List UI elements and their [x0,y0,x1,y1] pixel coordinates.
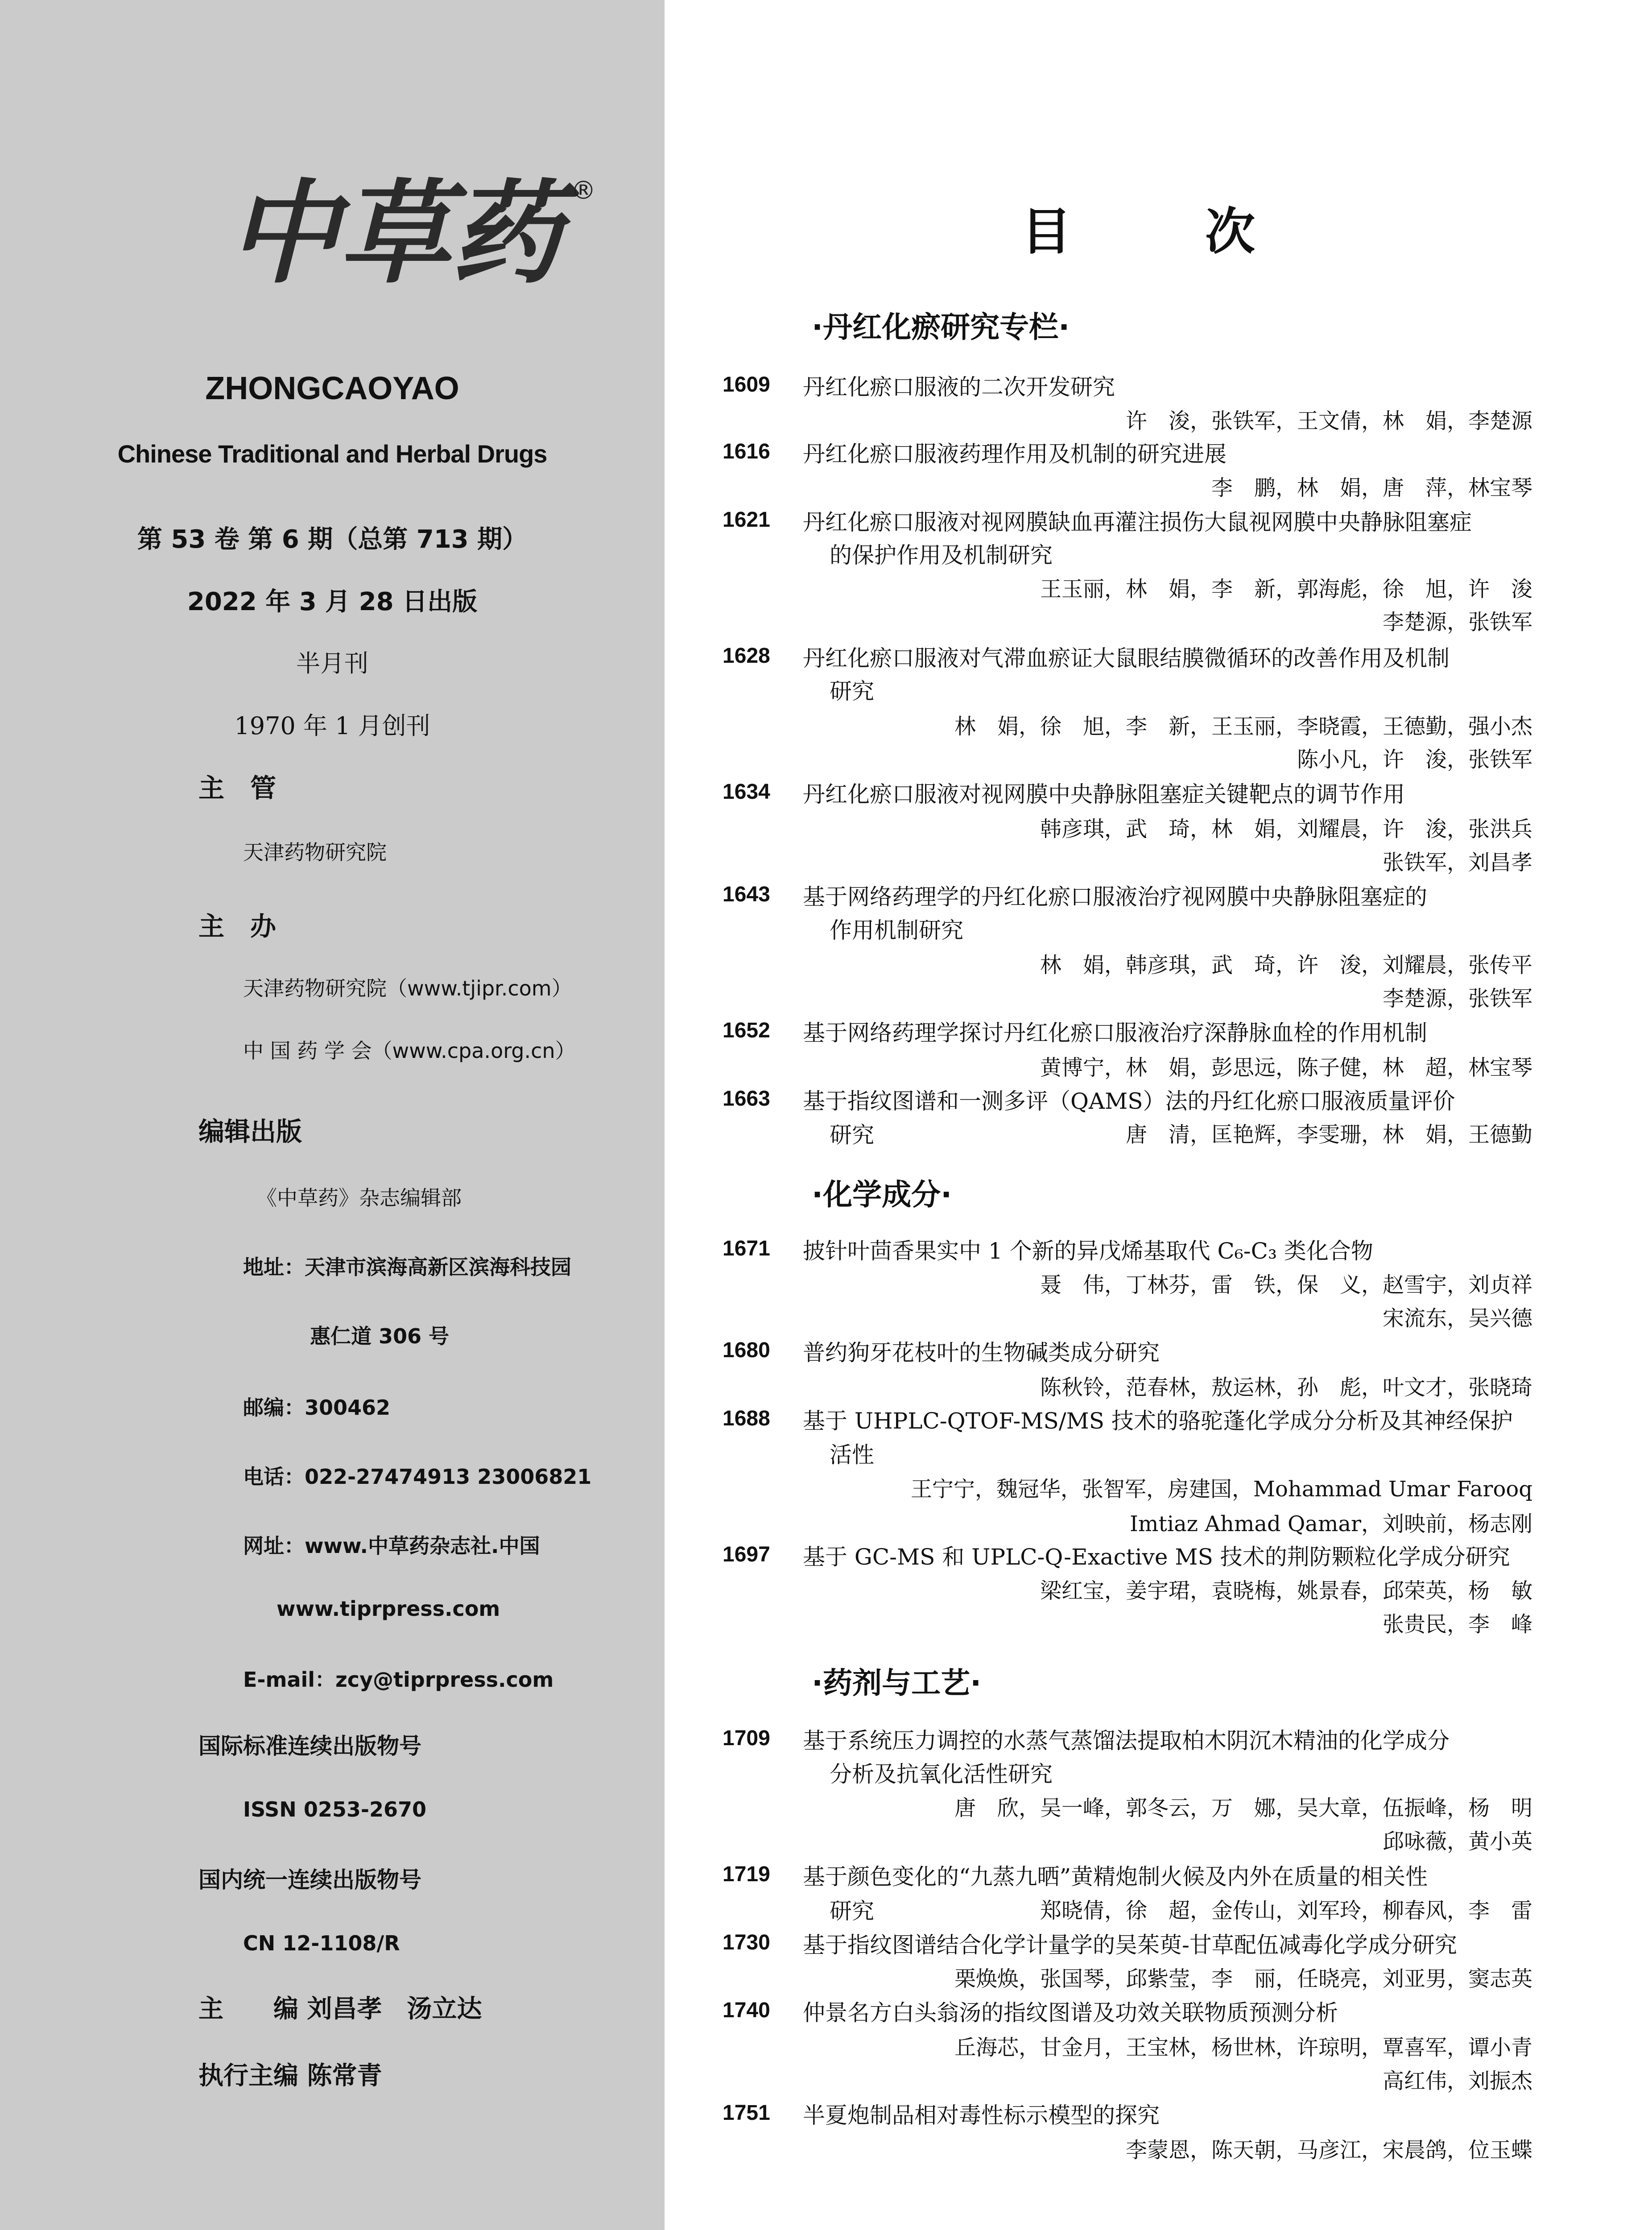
entry-title-cont: 作用机制研究 [830,917,963,943]
journal-logo [227,161,584,303]
entry-page: 1719 [723,1862,770,1886]
address-line-2: 惠仁道 306 号 [310,1324,450,1348]
entry-authors: 林 娟，韩彦琪，武 琦，许 浚，刘耀晨，张传平 [1040,953,1532,978]
sponsor-2: 中 国 药 学 会（www.cpa.org.cn） [243,1039,576,1063]
entry-title[interactable]: 基于网络药理学的丹红化瘀口服液治疗视网膜中央静脉阻塞症的 [803,884,1427,910]
entry-authors: 李蒙恩，陈天朝，马彦江，宋晨鸽，位玉蝶 [1125,2138,1532,2163]
email: E-mail：zcy@tiprpress.com [243,1668,554,1692]
entry-page: 1652 [723,1019,770,1042]
entry-authors: 郑晓倩，徐 超，金传山，刘军玲，柳春风，李 雷 [1040,1898,1532,1923]
pinyin-title: ZHONGCAOYAO [205,371,459,406]
entry-title[interactable]: 基于颜色变化的“九蒸九晒”黄精炮制火候及内外在质量的相关性 [803,1864,1428,1890]
website-2: www.tiprpress.com [277,1597,500,1621]
entry-authors: 韩彦琪，武 琦，林 娟，刘耀晨，许 浚，张洪兵 [1040,817,1532,842]
entry-title[interactable]: 基于 UHPLC-QTOF-MS/MS 技术的骆驼蓬化学成分分析及其神经保护 [803,1408,1513,1434]
toc-title [1021,192,1255,264]
entry-title[interactable]: 基于指纹图谱和一测多评（QAMS）法的丹红化瘀口服液质量评价 [803,1088,1455,1114]
section-heading-pharmaceutics: ·药剂与工艺· [812,1666,982,1700]
cn-number: CN 12-1108/R [243,1931,400,1955]
phone: 电话：022-27474913 23006821 [243,1465,592,1489]
entry-page: 1709 [723,1726,770,1750]
entry-authors: 聂 伟，丁林芬，雷 铁，保 义，赵雪宇，刘贞祥 [1040,1272,1532,1297]
section-heading-danhong: ·丹红化瘀研究专栏· [812,310,1070,344]
entry-title[interactable]: 基于指纹图谱结合化学计量学的吴茱萸-甘草配伍减毒化学成分研究 [803,1932,1457,1958]
entry-page: 1643 [723,883,770,906]
sponsor-label: 主 办 [198,911,277,942]
entry-page: 1740 [723,1999,770,2022]
entry-authors-cont: 张贵民，李 峰 [1382,1612,1532,1637]
entry-authors: 林 娟，徐 旭，李 新，王玉丽，李晓霞，王德勤，强小杰 [954,714,1532,739]
cn-label: 国内统一连续出版物号 [198,1867,421,1893]
entry-title[interactable]: 丹红化瘀口服液对气滞血瘀证大鼠眼结膜微循环的改善作用及机制 [803,645,1450,671]
registered-mark: ® [571,176,596,205]
entry-authors: 黄博宁，林 娟，彭思远，陈子健，林 超，林宝琴 [1040,1055,1532,1080]
entry-authors-cont: 宋流东，吴兴德 [1382,1306,1532,1331]
entry-authors: 许 浚，张铁军，王文倩，林 娟，李楚源 [1125,409,1532,434]
entry-title-cont: 的保护作用及机制研究 [830,542,1053,568]
entry-page: 1609 [723,373,770,396]
entry-authors-cont: Imtiaz Ahmad Qamar，刘映前，杨志刚 [1129,1511,1532,1536]
address-line-1: 地址：天津市滨海高新区滨海科技园 [243,1255,571,1279]
publisher-label: 编辑出版 [198,1116,302,1147]
entry-page: 1751 [723,2101,770,2125]
entry-authors-cont: 高红伟，刘振杰 [1382,2069,1532,2094]
entry-title[interactable]: 半夏炮制品相对毒性标示模型的探究 [803,2102,1160,2128]
entry-authors: 丘海芯，甘金月，王宝林，杨世林，许琼明，覃喜军，谭小青 [954,2035,1532,2060]
entry-page: 1697 [723,1543,770,1566]
issn: ISSN 0253-2670 [243,1797,426,1821]
entry-page: 1616 [723,440,770,463]
entry-title[interactable]: 丹红化瘀口服液药理作用及机制的研究进展 [803,441,1227,467]
entry-title-cont: 分析及抗氧化活性研究 [830,1761,1053,1787]
entry-page: 1663 [723,1087,770,1111]
supervisor-label: 主 管 [198,773,277,803]
issn-label: 国际标准连续出版物号 [198,1733,421,1759]
entry-title[interactable]: 普约狗牙花枝叶的生物碱类成分研究 [803,1340,1160,1366]
entry-authors: 唐 欣，吴一峰，郭冬云，万 娜，吴大章，伍振峰，杨 明 [954,1796,1532,1821]
editor-in-chief: 主 编 刘昌孝 汤立达 [198,1995,482,2024]
sponsor-1: 天津药物研究院（www.tjipr.com） [243,976,572,1000]
entry-authors: 梁红宝，姜宇珺，袁晓梅，姚景春，邱荣英，杨 敏 [1040,1578,1532,1603]
entry-title[interactable]: 丹红化瘀口服液的二次开发研究 [803,374,1115,400]
entry-authors-cont: 李楚源，张铁军 [1382,610,1532,635]
entry-page: 1688 [723,1407,770,1430]
supervisor: 天津药物研究院 [243,840,387,864]
english-title: Chinese Traditional and Herbal Drugs [117,440,547,468]
entry-page: 1671 [723,1237,770,1260]
entry-page: 1680 [723,1338,770,1362]
toc-title-char-1: 目 [1021,203,1071,261]
frequency: 半月刊 [296,649,368,677]
executive-editor: 执行主编 陈常青 [198,2061,382,2090]
entry-title[interactable]: 丹红化瘀口服液对视网膜中央静脉阻塞症关键靶点的调节作用 [803,781,1405,807]
entry-authors: 陈秋铃，范春林，敖运林，孙 彪，叶文才，张晓琦 [1040,1375,1532,1400]
entry-title[interactable]: 丹红化瘀口服液对视网膜缺血再灌注损伤大鼠视网膜中央静脉阻塞症 [803,509,1472,535]
entry-page: 1730 [723,1931,770,1954]
masthead-sidebar [0,0,665,2230]
postcode: 邮编：300462 [243,1396,391,1420]
logo-text: 中草药 [227,167,562,298]
volume-info: 第 53 卷 第 6 期（总第 713 期） [137,525,528,554]
entry-page: 1628 [723,644,770,668]
website-1: 网址：www.中草药杂志社.中国 [243,1534,540,1558]
entry-title[interactable]: 基于网络药理学探讨丹红化瘀口服液治疗深静脉血栓的作用机制 [803,1020,1427,1046]
entry-title[interactable]: 披针叶茴香果实中 1 个新的异戊烯基取代 C₆-C₃ 类化合物 [803,1238,1373,1264]
entry-page: 1621 [723,508,770,532]
entry-title-cont: 研究 [830,1122,874,1148]
section-heading-chemistry: ·化学成分· [812,1177,952,1212]
entry-title[interactable]: 基于系统压力调控的水蒸气蒸馏法提取柏木阴沉木精油的化学成分 [803,1728,1450,1754]
entry-page: 1634 [723,780,770,804]
entry-authors-cont: 张铁军，刘昌孝 [1382,850,1532,875]
publisher: 《中草药》杂志编辑部 [256,1186,462,1210]
entry-authors: 栗焕焕，张国琴，邱紫莹，李 丽，任晓亮，刘亚男，窦志英 [954,1966,1532,1991]
entry-title-cont: 研究 [830,678,874,704]
entry-authors: 王玉丽，林 娟，李 新，郭海彪，徐 旭，许 浚 [1040,577,1532,602]
entry-title[interactable]: 基于 GC-MS 和 UPLC-Q-Exactive MS 技术的荆防颗粒化学成分研究 [803,1544,1510,1570]
toc-title-char-2: 次 [1205,203,1255,261]
publication-date: 2022 年 3 月 28 日出版 [187,587,478,616]
founded: 1970 年 1 月创刊 [234,712,430,740]
entry-authors: 唐 清，匡艳辉，李雯珊，林 娟，王德勤 [1125,1122,1532,1147]
entry-title-cont: 活性 [830,1442,874,1468]
entry-title-cont: 研究 [830,1898,874,1924]
entry-authors: 王宁宁，魏冠华，张智军，房建国，Mohammad Umar Farooq [910,1477,1532,1502]
entry-authors: 李 鹏，林 娟，唐 萍，林宝琴 [1211,475,1532,500]
entry-authors-cont: 李楚源，张铁军 [1382,986,1532,1011]
entry-title[interactable]: 仲景名方白头翁汤的指纹图谱及功效关联物质预测分析 [803,2000,1338,2026]
entry-authors-cont: 邱咏薇，黄小英 [1382,1829,1532,1854]
entry-authors-cont: 陈小凡，许 浚，张铁军 [1297,747,1532,772]
